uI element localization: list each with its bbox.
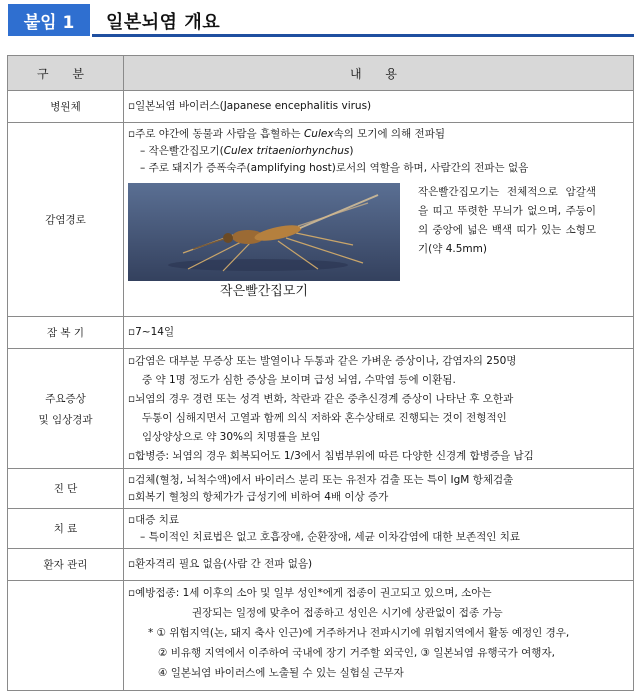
table-row bbox=[8, 123, 634, 317]
appendix-badge: 붙임 1 bbox=[8, 4, 90, 36]
table-row bbox=[8, 509, 634, 549]
route-content bbox=[124, 123, 634, 317]
prevention-content: ▫예방접종: 1세 이후의 소아 및 일부 성인*에게 접종이 권고되고 있으며, 소아는 권장되는 일정에 맞추어 접종하고 성인은 시기에 상관없이 접종 가능 * ① 위험지역(논, 돼지 축사 인근)에 거주하거나 전파시기에 위험지역에서 활동 예정인 경우, ② 비유행 지역에서 이주하여 국내에 장기 거주할 외국인, ③ 일본뇌염 유행국가 여행자, ④ 일본뇌염 바이러스에 노출될 수 있는 실험실 근무자 bbox=[124, 581, 634, 691]
treatment-content: ▫대증 치료 – 특이적인 치료법은 없고 호흡장애, 순환장애, 세균 이차감염에 대한 보존적인 치료 bbox=[124, 509, 634, 549]
title-underline bbox=[92, 34, 634, 37]
table-header-row bbox=[8, 56, 634, 91]
photo-caption: 작은빨간집모기 bbox=[220, 284, 308, 299]
row-label-symptoms: 주요증상 및 임상경과 bbox=[8, 349, 124, 469]
route-line-2: – 작은빨간집모기(Culex tritaeniorhynchus) bbox=[140, 145, 354, 157]
col-header-content: 내 용 bbox=[124, 56, 634, 91]
overview-table bbox=[7, 55, 634, 691]
route-line-1: ▫주로 야간에 동물과 사람을 흡혈하는 Culex속의 모기에 의해 전파됨 bbox=[128, 128, 445, 140]
row-label-prevention bbox=[8, 581, 124, 691]
col-header-category: 구 분 bbox=[8, 56, 124, 91]
mosquito-photo bbox=[128, 183, 400, 281]
pathogen-text: ▫일본뇌염 바이러스(Japanese encephalitis virus) bbox=[124, 91, 634, 123]
mosquito-description: 작은빨간집모기는 전체적으로 암갈색을 띠고 뚜렷한 무늬가 없으며, 주둥이의 중앙에 넓은 백색 띠가 있는 소형모기(약 4.5mm) bbox=[418, 186, 596, 255]
table-row bbox=[8, 317, 634, 349]
row-label-patient: 환자 관리 bbox=[8, 549, 124, 581]
patient-text: ▫환자격리 필요 없음(사람 간 전파 없음) bbox=[124, 549, 634, 581]
page-title: 일본뇌염 개요 bbox=[106, 12, 221, 33]
row-label-pathogen: 병원체 bbox=[8, 91, 124, 123]
row-label-incubation: 잠 복 기 bbox=[8, 317, 124, 349]
row-label-treatment: 치 료 bbox=[8, 509, 124, 549]
incubation-text: ▫7~14일 bbox=[124, 317, 634, 349]
table-row bbox=[8, 549, 634, 581]
row-label-diagnosis: 진 단 bbox=[8, 469, 124, 509]
symptoms-p1: ▫감염은 대부분 무증상 또는 발열이나 두통과 같은 가벼운 증상이나, 감염자의 250명 bbox=[128, 354, 517, 367]
table-row bbox=[8, 91, 634, 123]
table-row bbox=[8, 581, 634, 691]
table-row bbox=[8, 469, 634, 509]
page-header bbox=[8, 4, 634, 38]
symptoms-content: ▫감염은 대부분 무증상 또는 발열이나 두통과 같은 가벼운 증상이나, 감염자의 250명 중 약 1명 정도가 심한 증상을 보이며 급성 뇌염, 수막염 등에 이환됨. ▫뇌염의 경우 경련 또는 성격 변화, 착란과 같은 중추신경계 증상이 나타난 후 오한과 두통이 심해지면서 고열과 함께 의식 저하와 혼수상태로 진행되는 것이 전형적인 임상양상으로 약 30%의 치명률을 보임 ▫합병증: 뇌염의 경우 회복되어도 1/3에서 침범부위에 따른 다양한 신경계 합병증을 남김 bbox=[124, 349, 634, 469]
symptoms-p2: ▫뇌염의 경우 경련 또는 성격 변화, 착란과 같은 중추신경계 증상이 나타난 후 오한과 bbox=[128, 392, 514, 405]
route-line-3: – 주로 돼지가 증폭숙주(amplifying host)로서의 역할을 하며, 사람간의 전파는 없음 bbox=[140, 162, 529, 174]
diagnosis-content: ▫검체(혈청, 뇌척수액)에서 바이러스 분리 또는 유전자 검출 또는 특이 IgM 항체검출 ▫회복기 혈청의 항체가가 급성기에 비하여 4배 이상 증가 bbox=[124, 469, 634, 509]
table-row bbox=[8, 349, 634, 469]
symptoms-p3: ▫합병증: 뇌염의 경우 회복되어도 1/3에서 침범부위에 따른 다양한 신경계 합병증을 남김 bbox=[128, 449, 534, 462]
row-label-route: 감염경로 bbox=[8, 123, 124, 317]
